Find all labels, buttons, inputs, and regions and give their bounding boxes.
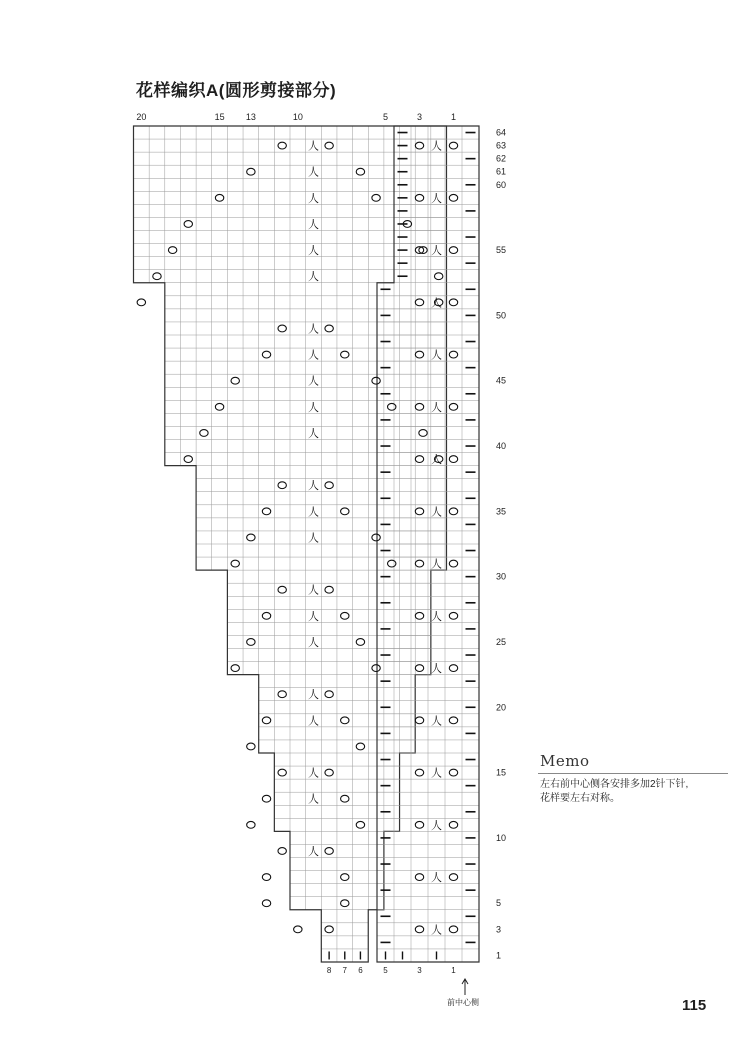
bottom-column-label: 7: [342, 966, 348, 975]
yarn-over-symbol: [247, 168, 255, 175]
decrease-symbol: 人: [307, 844, 319, 858]
yarn-over-symbol: [372, 194, 380, 201]
decrease-symbol: 人: [307, 426, 319, 440]
page-title: 花样编织A(圆形剪接部分): [136, 81, 337, 100]
yarn-over-symbol: [325, 586, 333, 593]
decrease-symbol: 人: [431, 923, 442, 937]
row-number-label: 10: [496, 832, 507, 843]
row-number-label: 35: [496, 506, 507, 517]
row-number-label: 63: [496, 140, 507, 151]
yarn-over-symbol: [262, 351, 270, 358]
yarn-over-symbol: [449, 142, 457, 149]
yarn-over-symbol: [415, 717, 423, 724]
yarn-over-symbol: [449, 926, 457, 933]
yarn-over-symbol: [356, 168, 364, 175]
yarn-over-symbol: [231, 377, 239, 384]
yarn-over-symbol: [325, 325, 333, 332]
front-center-label: 前中心侧: [447, 998, 479, 1007]
yarn-over-symbol: [278, 325, 286, 332]
row-number-label: 20: [496, 702, 507, 713]
yarn-over-symbol: [153, 273, 161, 280]
yarn-over-symbol: [247, 743, 255, 750]
decrease-symbol: 人: [307, 792, 319, 806]
yarn-over-symbol: [325, 691, 333, 698]
yarn-over-symbol: [247, 639, 255, 646]
decrease-symbol: 人: [307, 635, 319, 649]
memo-line-1: 左右前中心侧各安排多加2针下针,: [540, 779, 689, 790]
decrease-symbol: 人: [307, 270, 319, 284]
top-column-label: 20: [136, 112, 147, 122]
yarn-over-symbol: [449, 821, 457, 828]
yarn-over-symbol: [415, 508, 423, 515]
yarn-over-symbol: [262, 612, 270, 619]
row-number-label: 64: [496, 127, 507, 138]
yarn-over-symbol: [449, 351, 457, 358]
yarn-over-symbol: [294, 926, 302, 933]
row-number-label: 61: [496, 166, 507, 177]
yarn-over-symbol: [449, 560, 457, 567]
yarn-over-symbol: [449, 717, 457, 724]
yarn-over-symbol: [278, 482, 286, 489]
decrease-symbol: 人: [431, 505, 442, 519]
yarn-over-symbol: [215, 403, 223, 410]
yarn-over-symbol: [372, 665, 380, 672]
yarn-over-symbol: [262, 717, 270, 724]
yarn-over-symbol: [184, 221, 192, 228]
yarn-over-symbol: [325, 848, 333, 855]
yarn-over-symbol: [262, 900, 270, 907]
decrease-symbol: 人: [307, 322, 319, 336]
decrease-symbol: 人: [307, 165, 319, 179]
yarn-over-symbol: [168, 247, 176, 254]
yarn-over-symbol: [388, 403, 396, 410]
yarn-over-symbol: [356, 743, 364, 750]
decrease-symbol: 人: [307, 609, 319, 623]
row-number-label: 50: [496, 310, 507, 321]
yarn-over-symbol: [415, 403, 423, 410]
decrease-symbol: 人: [307, 400, 319, 414]
top-column-label: 3: [416, 112, 423, 122]
yarn-over-symbol: [325, 769, 333, 776]
decrease-symbol: 人: [307, 191, 319, 205]
bottom-column-label: 3: [417, 966, 422, 975]
yarn-over-symbol: [449, 403, 457, 410]
yarn-over-symbol: [278, 691, 286, 698]
page-number: 115: [682, 997, 707, 1014]
memo-text: [540, 778, 688, 806]
top-column-label: 15: [214, 112, 225, 122]
decrease-symbol: 人: [431, 714, 442, 728]
bottom-column-label: 8: [326, 966, 332, 975]
yarn-over-symbol: [325, 482, 333, 489]
decrease-symbol: 人: [307, 374, 319, 388]
top-column-label: 10: [292, 112, 303, 122]
decrease-symbol: 人: [431, 139, 442, 153]
row-number-label: 25: [496, 636, 507, 647]
row-number-label: 5: [496, 898, 502, 909]
decrease-symbol: 人: [431, 609, 442, 623]
row-number-label: 60: [496, 179, 507, 190]
bottom-column-label: 1: [451, 966, 456, 975]
yarn-over-symbol: [341, 900, 349, 907]
decrease-symbol: 人: [307, 531, 319, 545]
yarn-over-symbol: [415, 665, 423, 672]
decrease-symbol: 人: [431, 818, 442, 832]
yarn-over-symbol: [449, 508, 457, 515]
yarn-over-symbol: [278, 142, 286, 149]
row-number-label: 45: [496, 375, 507, 386]
yarn-over-symbol: [372, 377, 380, 384]
yarn-over-symbol: [415, 351, 423, 358]
yarn-over-symbol: [449, 665, 457, 672]
memo-underline: [538, 773, 728, 774]
yarn-over-symbol: [278, 848, 286, 855]
decrease-symbol: 人: [431, 348, 442, 362]
row-number-label: 3: [496, 924, 502, 935]
top-column-label: 1: [450, 112, 457, 122]
yarn-over-symbol: [434, 273, 442, 280]
arrow-up-icon: [460, 978, 470, 996]
decrease-symbol: 人: [431, 244, 442, 258]
row-number-label: 1: [496, 950, 502, 961]
yarn-over-symbol: [247, 534, 255, 541]
decrease-symbol: 人: [431, 557, 442, 571]
yarn-over-symbol: [449, 874, 457, 881]
yarn-over-symbol: [341, 351, 349, 358]
row-number-label: 40: [496, 441, 507, 452]
yarn-over-symbol: [278, 769, 286, 776]
row-number-label: 62: [496, 153, 507, 164]
yarn-over-symbol: [415, 821, 423, 828]
yarn-over-symbol: [231, 665, 239, 672]
yarn-over-symbol: [325, 926, 333, 933]
decrease-symbol: 人: [307, 583, 319, 597]
top-column-label: 13: [245, 112, 256, 122]
yarn-over-symbol: [419, 430, 427, 437]
decrease-symbol: 人: [307, 139, 319, 153]
yarn-over-symbol: [449, 194, 457, 201]
row-number-label: 15: [496, 767, 507, 778]
yarn-over-symbol: [341, 795, 349, 802]
yarn-over-symbol: [449, 769, 457, 776]
yarn-over-symbol: [341, 612, 349, 619]
memo-line-2: 花样要左右对称。: [540, 793, 620, 804]
decrease-symbol: 人: [307, 766, 319, 780]
bottom-column-label: 5: [383, 966, 388, 975]
yarn-over-symbol: [449, 612, 457, 619]
yarn-over-symbol: [341, 874, 349, 881]
decrease-symbol: 人: [431, 453, 442, 467]
decrease-symbol: 人: [307, 688, 319, 702]
yarn-over-symbol: [415, 299, 423, 306]
decrease-symbol: 人: [307, 348, 319, 362]
yarn-over-symbol: [356, 821, 364, 828]
yarn-over-symbol: [415, 194, 423, 201]
yarn-over-symbol: [184, 456, 192, 463]
yarn-over-symbol: [415, 769, 423, 776]
yarn-over-symbol: [200, 430, 208, 437]
decrease-symbol: 人: [307, 244, 319, 258]
decrease-symbol: 人: [431, 191, 442, 205]
yarn-over-symbol: [215, 194, 223, 201]
yarn-over-symbol: [415, 874, 423, 881]
decrease-symbol: 人: [307, 217, 319, 231]
yarn-over-symbol: [341, 717, 349, 724]
yarn-over-symbol: [372, 534, 380, 541]
decrease-symbol: 人: [431, 400, 442, 414]
bottom-column-label: 6: [358, 966, 363, 975]
yarn-over-symbol: [341, 508, 349, 515]
row-number-label: 55: [496, 245, 507, 256]
yarn-over-symbol: [325, 142, 333, 149]
row-number-label: 30: [496, 571, 507, 582]
yarn-over-symbol: [415, 142, 423, 149]
yarn-over-symbol: [262, 508, 270, 515]
yarn-over-symbol: [262, 795, 270, 802]
yarn-over-symbol: [415, 560, 423, 567]
top-column-label: 5: [382, 112, 389, 122]
yarn-over-symbol: [356, 639, 364, 646]
yarn-over-symbol: [449, 299, 457, 306]
decrease-symbol: 人: [431, 662, 442, 676]
decrease-symbol: 人: [307, 505, 319, 519]
yarn-over-symbol: [415, 456, 423, 463]
yarn-over-symbol: [415, 926, 423, 933]
yarn-over-symbol: [449, 456, 457, 463]
yarn-over-symbol: [247, 821, 255, 828]
memo-heading: Memo: [540, 752, 590, 770]
decrease-symbol: 人: [431, 871, 442, 885]
yarn-over-symbol: [449, 247, 457, 254]
decrease-symbol: 人: [307, 714, 319, 728]
yarn-over-symbol: [262, 874, 270, 881]
yarn-over-symbol: [278, 586, 286, 593]
yarn-over-symbol: [231, 560, 239, 567]
yarn-over-symbol: [388, 560, 396, 567]
yarn-over-symbol: [415, 612, 423, 619]
decrease-symbol: 人: [431, 296, 442, 310]
yarn-over-symbol: [137, 299, 145, 306]
decrease-symbol: 人: [431, 766, 442, 780]
decrease-symbol: 人: [307, 479, 319, 493]
